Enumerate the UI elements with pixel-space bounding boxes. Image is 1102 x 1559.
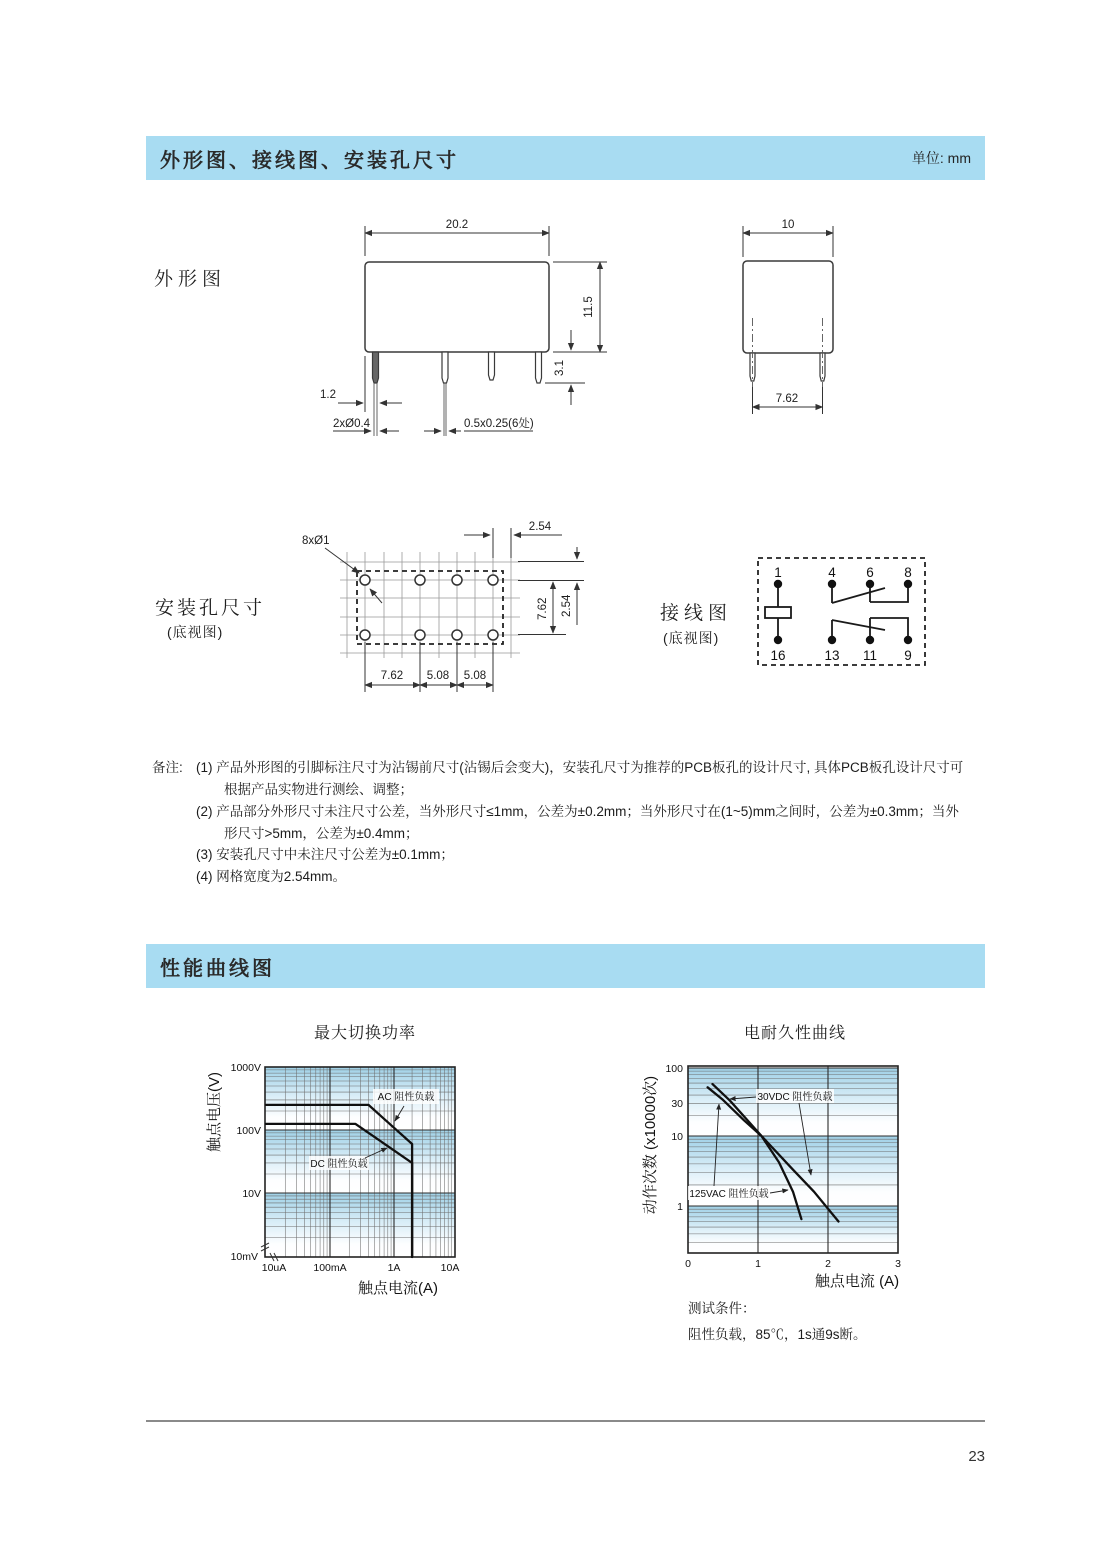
- y-tick: 1000V: [230, 1062, 261, 1074]
- note-item: (2) 产品部分外形尺寸未注尺寸公差，当外形尺寸≤1mm，公差为±0.2mm；当外形尺寸在(1~5)mm之间时，公差为±0.3mm；当外形尺寸>5mm，公差为±0.4mm；: [196, 803, 959, 841]
- dim-label: 7.62: [537, 597, 549, 620]
- relay-outline-dashed: [357, 571, 503, 644]
- dim-label: 2xØ0.4: [333, 418, 371, 430]
- y-tick: 10: [671, 1131, 683, 1143]
- mounting-holes: [360, 575, 498, 640]
- x-tick: 1A: [387, 1262, 401, 1274]
- notes-label: 备注:: [152, 760, 183, 775]
- outline-front-view: [320, 219, 607, 436]
- x-tick: 100mA: [313, 1262, 347, 1274]
- x-tick: 10A: [440, 1262, 460, 1274]
- dim-label: 2.54: [561, 594, 573, 617]
- dim-label: 5.08: [463, 670, 487, 682]
- dim-label: 2.54: [528, 521, 552, 533]
- movable-contact: [832, 588, 885, 603]
- x-tick: 1: [755, 1258, 761, 1270]
- note-item: (3) 安装孔尺寸中未注尺寸公差为±0.1mm；: [196, 847, 454, 863]
- movable-contact: [832, 620, 885, 630]
- pin-number: 6: [866, 565, 874, 580]
- x-tick: 2: [825, 1258, 831, 1270]
- y-tick: 10mV: [230, 1251, 258, 1263]
- wiring-diagram-label: 接线图: [660, 603, 733, 624]
- outline-view-label: 外形图: [154, 269, 227, 290]
- y-tick: 1: [677, 1201, 683, 1213]
- max-switching-power-chart: [205, 1062, 459, 1297]
- mounting-hole-sublabel: (底视图): [167, 624, 224, 640]
- page-number: 23: [968, 1448, 985, 1465]
- pin: [373, 352, 379, 383]
- y-tick: 100: [665, 1063, 683, 1075]
- pin-number: 13: [824, 648, 840, 663]
- mounting-hole-drawing: [302, 521, 584, 692]
- y-tick: 30: [671, 1098, 683, 1110]
- dim-label: 7.62: [775, 393, 799, 405]
- chart2-y-axis-title: 动作次数 (x10000次): [642, 1075, 659, 1215]
- dim-label: 1.2: [320, 389, 336, 401]
- pin-number: 9: [904, 648, 912, 663]
- vac-series-label: 125VAC 阻性负载: [689, 1189, 769, 1200]
- dim-label: 3.1: [554, 360, 566, 376]
- relay-body-side: [743, 261, 833, 353]
- pin-number: 8: [904, 565, 912, 580]
- mounting-hole-label: 安装孔尺寸: [155, 598, 266, 619]
- pin-number: 4: [828, 565, 836, 580]
- note-item: (4) 网格宽度为2.54mm。: [196, 869, 347, 885]
- chart2-x-axis-title: 触点电流 (A): [814, 1273, 900, 1290]
- chart1-title: 最大切换功率: [313, 1025, 416, 1042]
- section-title: 性能曲线图: [160, 957, 275, 980]
- pin: [536, 352, 542, 383]
- dim-label: 10: [781, 219, 795, 231]
- dim-label: 11.5: [583, 296, 595, 318]
- endurance-chart: [642, 1063, 901, 1290]
- coil-symbol: [765, 607, 791, 618]
- dim-label: 5.08: [426, 670, 450, 682]
- vdc-series-label: 30VDC 阻性负载: [757, 1092, 833, 1103]
- note-item: (1) 产品外形图的引脚标注尺寸为沾锡前尺寸(沾锡后会变大)，安装孔尺寸为推荐的PCB板孔的设计尺寸, 具体PCB板孔设计尺寸可根据产品实物进行测绘、调整；: [196, 760, 964, 797]
- test-conditions-text: 阻性负载，85℃，1s通9s断。: [688, 1326, 867, 1342]
- relay-body-front: [365, 262, 549, 352]
- wiring-diagram-sublabel: (底视图): [663, 630, 720, 646]
- pin-number: 11: [862, 648, 878, 663]
- y-tick: 100V: [236, 1125, 261, 1137]
- pin-number: 16: [770, 648, 786, 663]
- chart2-title: 电耐久性曲线: [743, 1025, 846, 1042]
- chart1-y-axis-title: 触点电压(V): [206, 1072, 223, 1152]
- section-title: 外形图、接线图、安装孔尺寸: [160, 149, 459, 172]
- pin: [489, 352, 495, 380]
- dim-label: 8xØ1: [302, 535, 330, 547]
- x-tick: 3: [895, 1258, 901, 1270]
- outline-side-view: [743, 219, 833, 414]
- y-tick: 10V: [242, 1188, 261, 1200]
- x-tick: 0: [685, 1258, 691, 1270]
- dim-label: 7.62: [380, 670, 404, 682]
- dim-label: 20.2: [445, 219, 469, 231]
- pin-number: 1: [774, 565, 782, 580]
- x-tick: 10uA: [261, 1262, 287, 1274]
- pin: [442, 352, 448, 383]
- dim-label: 0.5x0.25(6处): [464, 418, 534, 430]
- wiring-diagram: [758, 558, 925, 665]
- ac-series-label: AC 阻性负载: [377, 1092, 435, 1103]
- test-conditions-title: 测试条件：: [688, 1301, 756, 1316]
- chart1-x-axis-title: 触点电流(A): [358, 1280, 438, 1297]
- pin-dots: [774, 580, 912, 644]
- unit-label: 单位: mm: [911, 150, 971, 166]
- dc-series-label: DC 阻性负载: [310, 1159, 368, 1170]
